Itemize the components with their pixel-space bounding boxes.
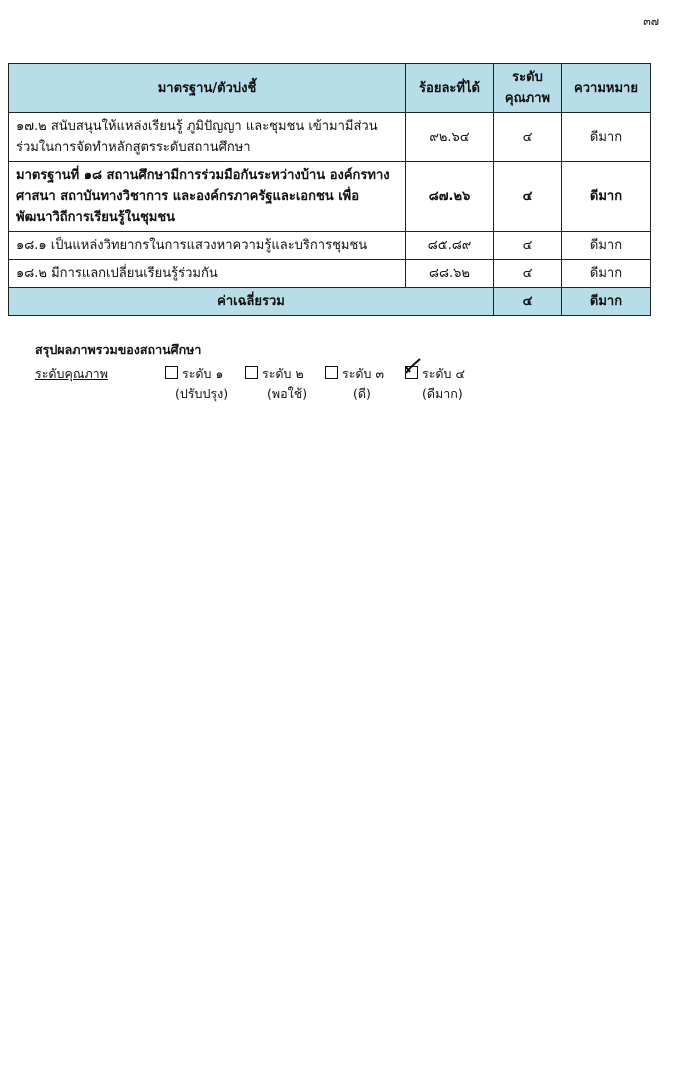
header-percent: ร้อยละที่ได้ (406, 64, 494, 113)
option-label: ระดับ ๔ (422, 366, 465, 381)
level-label: ระดับคุณภาพ (35, 366, 108, 381)
indicator-cell: มาตรฐานที่ ๑๘ สถานศึกษามีการร่วมมือกันระหว่างบ้าน องค์กรทางศาสนา สถาบันทางวิชาการ และองค์กรภาครัฐและเอกชน เพื่อพัฒนาวิถีการเรียนรู้ในชุมชน (9, 162, 406, 232)
option-meaning: (พอใช้) (267, 386, 308, 401)
page-number: ๓๗ (643, 15, 659, 28)
table-row (9, 260, 651, 288)
option-level-1 (165, 364, 223, 384)
percent-cell: ๘๕.๘๙ (406, 232, 494, 260)
average-level: ๔ (494, 288, 562, 316)
percent-cell: ๘๘.๖๒ (406, 260, 494, 288)
checkbox-empty-icon (165, 366, 178, 379)
meaning-cell: ดีมาก (562, 232, 651, 260)
average-meaning: ดีมาก (562, 288, 651, 316)
level-row (35, 362, 465, 384)
level-cell: ๔ (494, 113, 562, 162)
table-row (9, 113, 651, 162)
option-label: ระดับ ๓ (342, 366, 384, 381)
meaning-cell: ดีมาก (562, 113, 651, 162)
checkbox-checked-icon (405, 366, 418, 379)
indicator-cell: ๑๘.๑ เป็นแหล่งวิทยากรในการแสวงหาความรู้และบริการชุมชน (9, 232, 406, 260)
indicator-cell: ๑๗.๒ สนับสนุนให้แหล่งเรียนรู้ ภูมิปัญญา และชุมชน เข้ามามีส่วนร่วมในการจัดทำหลักสูตรระดับสถานศึกษา (9, 113, 406, 162)
meaning-cell: ดีมาก (562, 162, 651, 232)
average-row (9, 288, 651, 316)
option-label: ระดับ ๑ (182, 366, 224, 381)
table-header-row (9, 64, 651, 113)
percent-cell: ๙๒.๖๔ (406, 113, 494, 162)
header-level: ระดับ คุณภาพ (494, 64, 562, 113)
meaning-row (35, 384, 463, 404)
option-meaning: (ปรับปรุง) (175, 386, 229, 401)
checkbox-empty-icon (245, 366, 258, 379)
header-meaning: ความหมาย (562, 64, 651, 113)
level-cell: ๔ (494, 162, 562, 232)
level-cell: ๔ (494, 260, 562, 288)
summary-title: สรุปผลภาพรวมของสถานศึกษา (35, 342, 202, 357)
indicator-cell: ๑๘.๒ มีการแลกเปลี่ยนเรียนรู้ร่วมกัน (9, 260, 406, 288)
average-label: ค่าเฉลี่ยรวม (9, 288, 494, 316)
option-level-4 (405, 364, 465, 384)
checkbox-empty-icon (325, 366, 338, 379)
header-indicator: มาตรฐาน/ตัวบ่งชี้ (9, 64, 406, 113)
option-label: ระดับ ๒ (262, 366, 304, 381)
option-level-3 (325, 364, 384, 384)
table-row (9, 162, 651, 232)
score-table (8, 63, 651, 316)
meaning-cell: ดีมาก (562, 260, 651, 288)
percent-cell: ๘๗.๒๖ (406, 162, 494, 232)
option-meaning: (ดีมาก) (422, 386, 463, 401)
level-cell: ๔ (494, 232, 562, 260)
table-row (9, 232, 651, 260)
summary-section (35, 340, 465, 404)
option-level-2 (245, 364, 304, 384)
option-meaning: (ดี) (353, 386, 371, 401)
